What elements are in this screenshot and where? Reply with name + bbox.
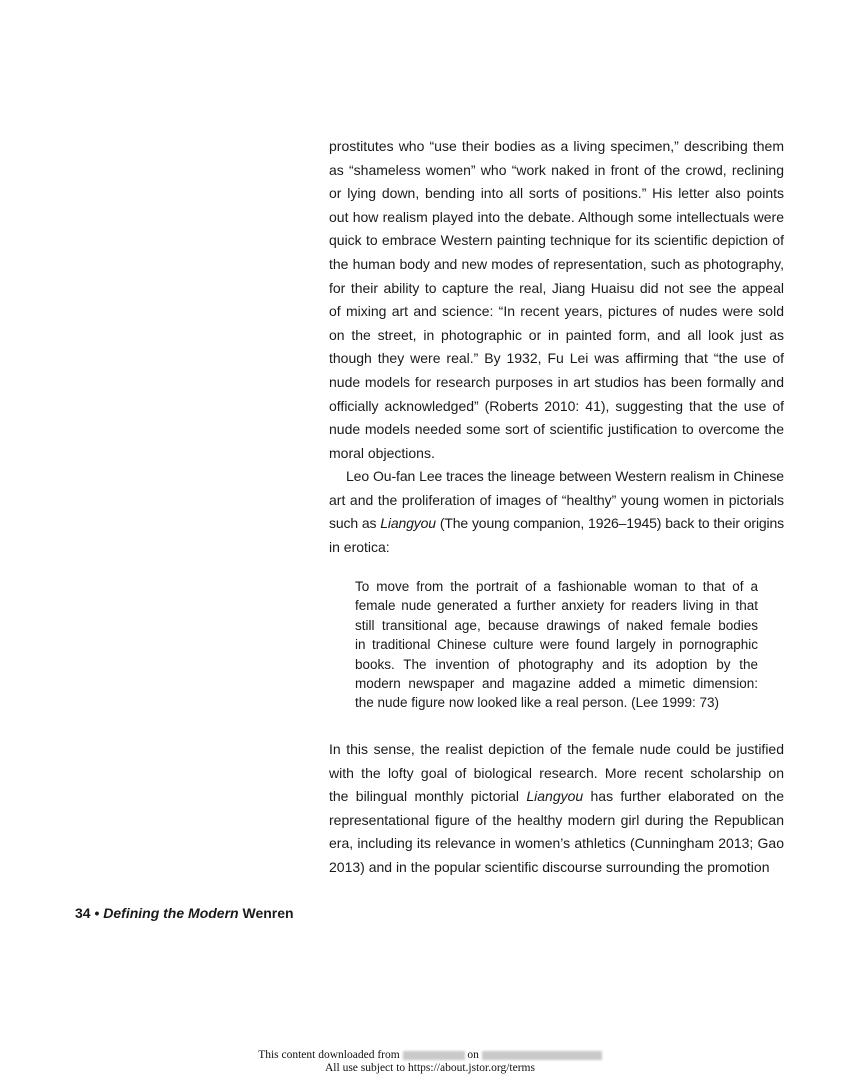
body-line xyxy=(329,302,784,320)
line-text: era, including its relevance in women’s athletics (Cunningham 2013; Gao xyxy=(329,835,784,852)
line-text: To move from the portrait of a fashionable woman to that of a xyxy=(355,579,758,594)
block-quote-line xyxy=(355,578,758,596)
download-on: on xyxy=(467,1049,479,1061)
line-text: still transitional age, because drawings of naked female bodies xyxy=(355,617,758,633)
body-line xyxy=(329,208,784,226)
text-run: such as xyxy=(329,515,381,532)
body-line xyxy=(329,420,784,438)
body-line xyxy=(329,491,784,509)
redacted-ip xyxy=(403,1051,465,1060)
block-quote-line xyxy=(355,656,758,674)
line-text xyxy=(329,788,784,804)
line-text: the nude figure now looked like a real person. (Lee 1999: 73) xyxy=(355,695,719,711)
italic-title: Liangyou xyxy=(526,788,584,805)
line-text: officially acknowledged” (Roberts 2010: 41), suggesting that the use of xyxy=(329,397,784,414)
text-run: (The young companion, 1926–1945) back to their origins xyxy=(435,515,784,532)
line-text: female nude generated a further anxiety for readers living in that xyxy=(355,598,758,614)
line-text: quick to embrace Western painting technique for its scientific depiction of xyxy=(329,232,784,249)
line-text: moral objections. xyxy=(329,444,435,461)
line-text: as “shameless women” who “work naked in front of the crowd, reclining xyxy=(329,161,784,178)
block-quote-line xyxy=(355,617,758,635)
body-line xyxy=(329,811,784,829)
body-line xyxy=(329,137,784,155)
line-text xyxy=(329,515,784,531)
body-line xyxy=(329,538,784,556)
download-text: This content downloaded from xyxy=(258,1049,400,1061)
line-text: nude models for research purposes in art studios has been formally and xyxy=(329,374,784,390)
line-text: In this sense, the realist depiction of the female nude could be justified xyxy=(329,741,784,757)
body-line xyxy=(329,467,784,485)
body-line xyxy=(329,255,784,273)
line-text: art and the proliferation of images of “healthy” young women in pictorials xyxy=(329,491,784,508)
body-line xyxy=(329,514,784,532)
book-title-rest: Wenren xyxy=(242,905,294,921)
book-title-italic: Defining the Modern xyxy=(103,905,239,921)
line-text: though they were real.” By 1932, Fu Lei was affirming that “the use of xyxy=(329,350,784,367)
line-text: the human body and new modes of representation, such as photography, xyxy=(329,256,784,272)
line-text: in erotica: xyxy=(329,538,390,555)
block-quote-line xyxy=(355,675,758,693)
body-line xyxy=(329,349,784,367)
italic-title: Liangyou xyxy=(380,515,436,532)
body-line xyxy=(329,444,784,462)
body-line xyxy=(329,858,784,876)
body-line xyxy=(329,764,784,782)
body-line xyxy=(329,787,784,805)
line-text: 2013) and in the popular scientific discourse surrounding the promotion xyxy=(329,859,770,875)
block-quote-line xyxy=(355,597,758,615)
body-line xyxy=(329,397,784,415)
text-run: the bilingual monthly pictorial xyxy=(329,788,527,805)
line-text: Leo Ou-fan Lee traces the lineage between Western realism in Chinese xyxy=(346,468,784,484)
running-footer xyxy=(75,905,294,921)
body-line xyxy=(329,740,784,758)
line-text: with the lofty goal of biological research. More recent scholarship on xyxy=(329,764,784,781)
line-text: books. The invention of photography and its adoption by the xyxy=(355,656,758,672)
line-text: for their ability to capture the real, Jiang Huaisu did not see the appeal xyxy=(329,279,784,296)
body-line xyxy=(329,373,784,391)
body-line xyxy=(329,279,784,297)
terms-text: All use subject to https://about.jstor.org/terms xyxy=(325,1062,535,1074)
body-line xyxy=(329,231,784,249)
footer-bullet: • xyxy=(94,905,100,921)
body-line xyxy=(329,326,784,344)
line-text: on the street, in photographic or in painted form, and all look just as xyxy=(329,326,784,343)
block-quote-line xyxy=(355,694,758,712)
redacted-date xyxy=(482,1051,602,1060)
block-quote-line xyxy=(355,636,758,654)
body-line xyxy=(329,161,784,179)
line-text: of mixing art and science: “In recent years, pictures of nudes were sold xyxy=(329,303,784,320)
text-run: has further elaborated on the xyxy=(583,788,784,805)
line-text: representational figure of the healthy modern girl during the Republican xyxy=(329,811,784,828)
page-number: 34 xyxy=(75,905,91,921)
line-text: prostitutes who “use their bodies as a living specimen,” describing them xyxy=(329,138,784,154)
body-line xyxy=(329,184,784,202)
line-text: out how realism played into the debate. Although some intellectuals were xyxy=(329,208,784,225)
line-text: in traditional Chinese culture were found largely in pornographic xyxy=(355,637,758,653)
body-line xyxy=(329,834,784,852)
line-text: nude models needed some sort of scientific justification to overcome the xyxy=(329,421,784,438)
jstor-notice xyxy=(0,1049,860,1075)
line-text: modern newspaper and magazine added a mimetic dimension: xyxy=(355,676,758,691)
line-text: or lying down, bending into all sorts of positions.” His letter also points xyxy=(329,185,784,202)
